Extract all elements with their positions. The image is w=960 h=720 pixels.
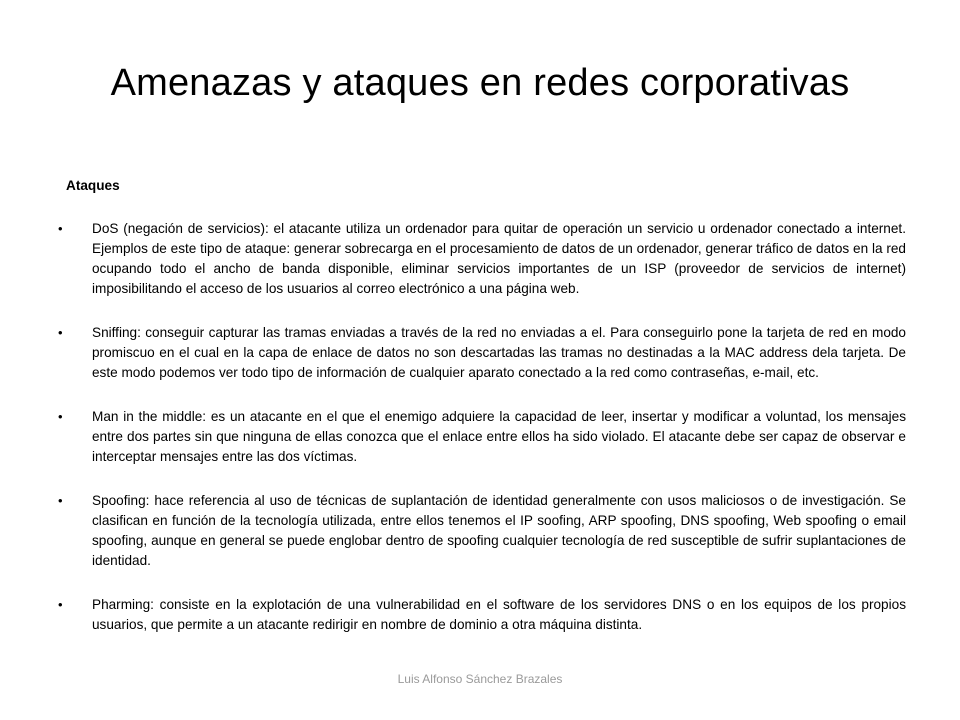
bullet-icon: •: [58, 325, 63, 340]
bullet-list: [58, 219, 906, 635]
bullet-icon: •: [58, 221, 63, 236]
bullet-text: Sniffing: conseguir capturar las tramas enviadas a través de la red no enviadas a el. Para conseguirlo pone la tarjeta de red en modo promiscuo en el cual en la capa de enlace de datos no son descartadas las tramas no destinadas a la MAC address dela tarjeta. De este modo podemos ver todo tipo de información de cualquier aparato conectado a la red como contraseñas, e-mail, etc.: [92, 325, 906, 380]
slide-footer-author: Luis Alfonso Sánchez Brazales: [397, 672, 563, 686]
bullet-item-pharming: [58, 595, 906, 635]
bullet-item-dos: [58, 219, 906, 299]
bullet-icon: •: [58, 409, 63, 424]
bullet-item-sniffing: [58, 323, 906, 383]
bullet-icon: •: [58, 597, 63, 612]
bullet-icon: •: [58, 493, 63, 508]
bullet-text: Spoofing: hace referencia al uso de técnicas de suplantación de identidad generalmente con usos maliciosos o de investigación. Se clasifican en función de la tecnología utilizada, entre ellos tenemos el IP soofing, ARP spoofing, DNS spoofing, Web spoofing o email spoofing, aunque en general se puede englobar dentro de spoofing cualquier tecnología de red susceptible de sufrir suplantaciones de identidad.: [92, 493, 906, 568]
bullet-text: DoS (negación de servicios): el atacante utiliza un ordenador para quitar de operación un servicio u ordenador conectado a internet. Ejemplos de este tipo de ataque: generar sobrecarga en el procesamiento de datos de un ordenador, generar tráfico de datos en la red ocupando todo el ancho de banda disponible, eliminar servicios importantes de un ISP (proveedor de servicios de internet) imposibilitando el acceso de los usuarios al correo electrónico a una página web.: [92, 221, 906, 296]
bullet-text: Man in the middle: es un atacante en el que el enemigo adquiere la capacidad de leer, insertar y modificar a voluntad, los mensajes entre dos partes sin que ninguna de ellas conozca que el enlace entre ellos ha sido violado. El atacante debe ser capaz de observar e interceptar mensajes entre las dos víctimas.: [92, 409, 906, 464]
slide-title: Amenazas y ataques en redes corporativas: [110, 62, 850, 104]
slide-content: [58, 176, 906, 659]
bullet-item-spoofing: [58, 491, 906, 571]
section-heading: Ataques: [66, 178, 120, 193]
bullet-item-man-in-the-middle: [58, 407, 906, 467]
bullet-text: Pharming: consiste en la explotación de una vulnerabilidad en el software de los servidores DNS o en los equipos de los propios usuarios, que permite a un atacante redirigir en nombre de dominio a otra máquina distinta.: [92, 597, 906, 632]
